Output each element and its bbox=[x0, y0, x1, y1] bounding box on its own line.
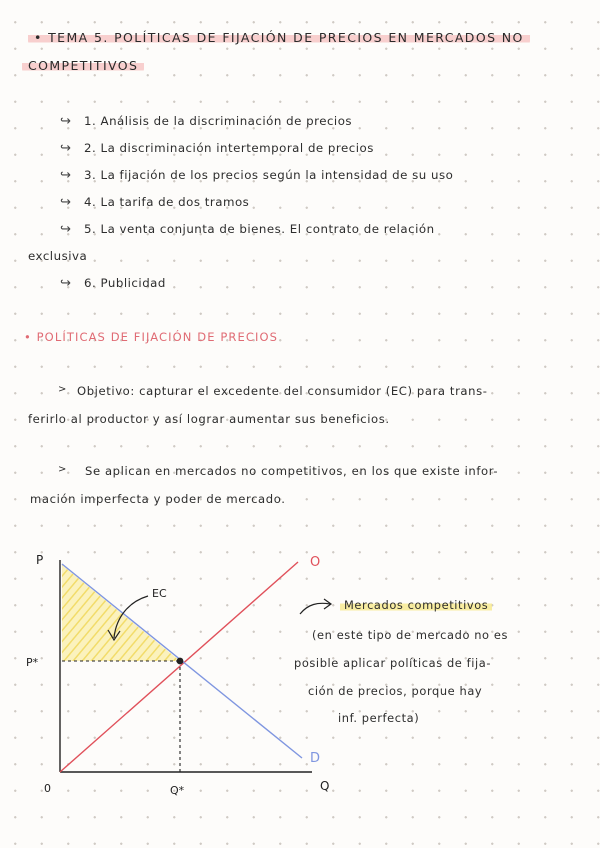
note-heading-text: Mercados competitivos bbox=[340, 598, 492, 612]
note-line-3: ción de precios, porque hay bbox=[308, 684, 483, 698]
topic-item-3 bbox=[60, 168, 453, 183]
supply-label: O bbox=[310, 555, 321, 570]
section-title: • POLÍTICAS DE FIJACIÓN DE PRECIOS bbox=[24, 330, 279, 344]
title-line-1: • TEMA 5. POLÍTICAS DE FIJACIÓN DE PRECIOS EN MERCADOS NO bbox=[28, 30, 530, 45]
hook-arrow-icon: ↪ bbox=[60, 222, 72, 237]
hook-arrow-icon: ↪ bbox=[60, 168, 72, 183]
topic-item-6 bbox=[60, 276, 166, 291]
page-title-continuation bbox=[22, 58, 144, 73]
bullet-chevron-icon: > bbox=[58, 464, 67, 475]
axis-label-p: P bbox=[36, 553, 44, 567]
topic-item-5-continuation: exclusiva bbox=[28, 249, 88, 263]
note-heading bbox=[340, 598, 492, 612]
objective-text: Objetivo: capturar el excedente del consumidor (EC) para trans- bbox=[76, 384, 488, 398]
topic-text: 5. La venta conjunta de bienes. El contrato de relación bbox=[84, 222, 435, 236]
page-title bbox=[28, 30, 530, 45]
equilibrium-point bbox=[177, 658, 184, 665]
topic-item-5 bbox=[60, 222, 435, 237]
axis-label-q: Q bbox=[320, 779, 330, 793]
topic-text: 3. La fijación de los precios según la intensidad de su uso bbox=[84, 168, 454, 182]
topic-text: 4. La tarifa de dos tramos bbox=[84, 195, 250, 209]
hook-arrow-icon: ↪ bbox=[60, 141, 72, 156]
apply-text: Se aplican en mercados no competitivos, en los que existe infor- bbox=[84, 464, 499, 478]
q-star-label: Q* bbox=[170, 784, 185, 797]
apply-line-1 bbox=[58, 464, 498, 478]
origin-label: 0 bbox=[44, 782, 51, 795]
demand-label: D bbox=[310, 751, 321, 766]
objective-line-2: ferirlo al productor y así lograr aumentar sus beneficios. bbox=[28, 412, 390, 426]
ec-label: EC bbox=[152, 587, 167, 600]
hook-arrow-icon: ↪ bbox=[60, 276, 72, 291]
topic-text: 6. Publicidad bbox=[84, 276, 166, 290]
note-arrow-icon bbox=[298, 596, 338, 618]
p-star-label: P* bbox=[26, 656, 39, 669]
apply-line-2: mación imperfecta y poder de mercado. bbox=[30, 492, 286, 506]
topic-item-1 bbox=[60, 114, 352, 129]
topic-text: 1. Análisis de la discriminación de precios bbox=[84, 114, 353, 128]
hook-arrow-icon: ↪ bbox=[60, 114, 72, 129]
supply-demand-graph bbox=[0, 540, 340, 800]
bullet-chevron-icon: > bbox=[58, 384, 67, 395]
title-line-2: COMPETITIVOS bbox=[22, 58, 144, 73]
note-line-2: posible aplicar políticas de fija- bbox=[294, 656, 492, 670]
topic-text: 2. La discriminación intertemporal de precios bbox=[84, 141, 374, 155]
topic-item-4 bbox=[60, 195, 249, 210]
hook-arrow-icon: ↪ bbox=[60, 195, 72, 210]
topic-item-2 bbox=[60, 141, 374, 156]
note-line-1: (en este tipo de mercado no es bbox=[312, 628, 508, 642]
objective-line-1 bbox=[58, 384, 488, 398]
note-line-4: inf. perfecta) bbox=[338, 711, 420, 725]
consumer-surplus-area bbox=[62, 565, 180, 661]
